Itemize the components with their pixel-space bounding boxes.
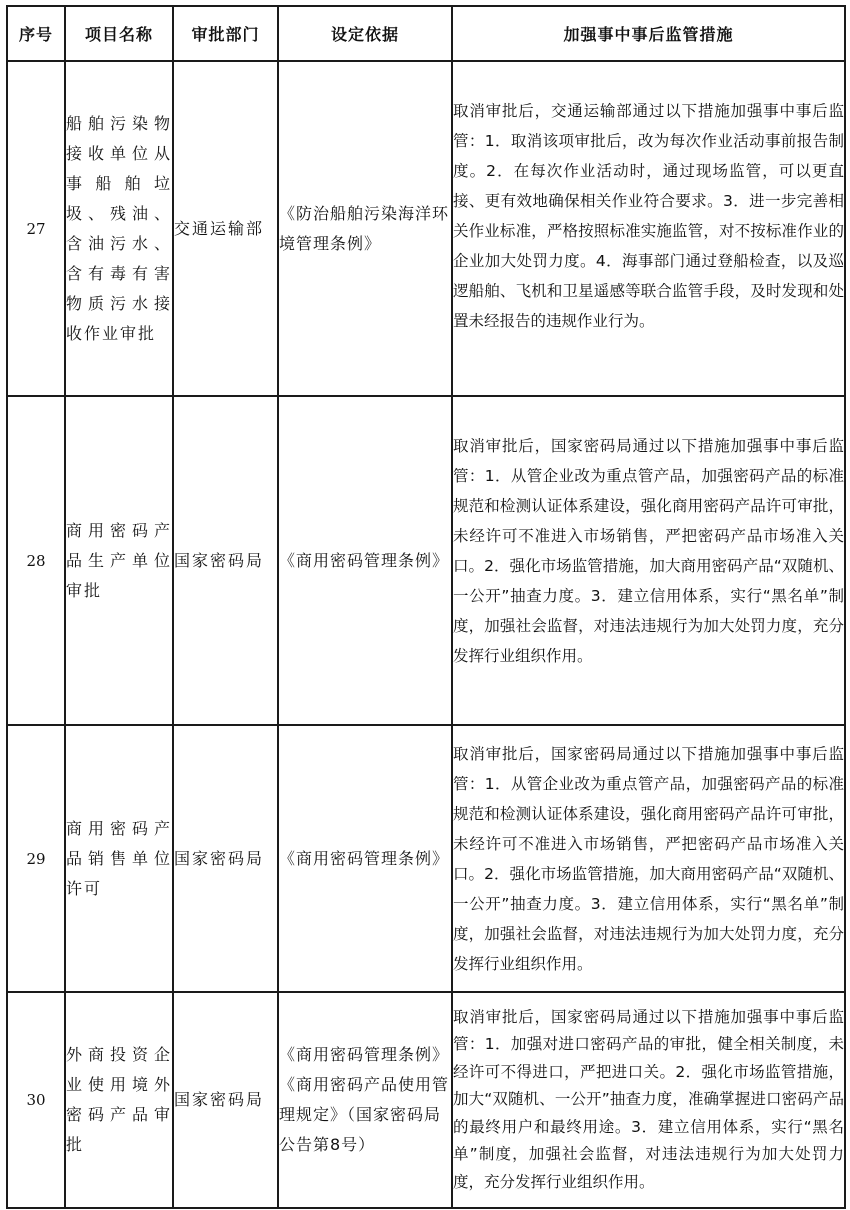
row-seq: 30	[7, 992, 65, 1208]
row-department: 国家密码局	[173, 992, 278, 1208]
row-project-name: 外商投资企业使用境外密码产品审批	[65, 992, 173, 1208]
header-seq: 序号	[7, 6, 65, 61]
row-legal-basis	[278, 992, 452, 1208]
header-basis: 设定依据	[278, 6, 452, 61]
row-project-name: 商用密码产品生产单位审批	[65, 396, 173, 725]
basis-line: 《商用密码产品使用管理规定》（国家密码局公告第8号）	[279, 1075, 450, 1154]
table-row	[7, 992, 845, 1208]
header-row	[7, 6, 845, 61]
row-legal-basis	[278, 725, 452, 992]
row-seq: 28	[7, 396, 65, 725]
row-measures: 取消审批后，国家密码局通过以下措施加强事中事后监管：1．从管企业改为重点管产品，加强密码产品的标准规范和检测认证体系建设，强化商用密码产品许可审批，未经许可不准进入市场销售，严把密码产品市场准入关口。2．强化市场监管措施，加大商用密码产品“双随机、一公开”抽查力度。3．建立信用体系，实行“黑名单”制度，加强社会监督，对违法违规行为加大处罚力度，充分发挥行业组织作用。	[452, 396, 845, 725]
row-measures: 取消审批后，交通运输部通过以下措施加强事中事后监管：1．取消该项审批后，改为每次作业活动事前报告制度。2．在每次作业活动时，通过现场监管，可以更直接、更有效地确保相关作业符合要求。3．进一步完善相关作业标准，严格按照标准实施监管，对不按标准作业的企业加大处罚力度。4．海事部门通过登船检查，以及巡逻船舶、飞机和卫星遥感等联合监管手段，及时发现和处置未经报告的违规作业行为。	[452, 61, 845, 396]
row-seq: 27	[7, 61, 65, 396]
basis-line: 《商用密码管理条例》	[279, 550, 450, 570]
header-dept: 审批部门	[173, 6, 278, 61]
row-project-name: 船舶污染物接收单位从事船舶垃圾、残油、含油污水、含有毒有害物质污水接收作业审批	[65, 61, 173, 396]
row-measures: 取消审批后，国家密码局通过以下措施加强事中事后监管：1．从管企业改为重点管产品，加强密码产品的标准规范和检测认证体系建设，强化商用密码产品许可审批，未经许可不准进入市场销售，严把密码产品市场准入关口。2．强化市场监管措施，加大商用密码产品“双随机、一公开”抽查力度。3．建立信用体系，实行“黑名单”制度，加强社会监督，对违法违规行为加大处罚力度，充分发挥行业组织作用。	[452, 725, 845, 992]
row-department: 国家密码局	[173, 725, 278, 992]
basis-line: 《防治船舶污染海洋环境管理条例》	[279, 203, 450, 253]
header-measures: 加强事中事后监管措施	[452, 6, 845, 61]
row-measures: 取消审批后，国家密码局通过以下措施加强事中事后监管：1．加强对进口密码产品的审批，健全相关制度，未经许可不得进口，严把进口关。2．强化市场监管措施，加大“双随机、一公开”抽查力度，准确掌握进口密码产品的最终用户和最终用途。3．建立信用体系，实行“黑名单”制度，加强社会监督，对违法违规行为加大处罚力度，充分发挥行业组织作用。	[452, 992, 845, 1208]
row-project-name: 商用密码产品销售单位许可	[65, 725, 173, 992]
row-seq: 29	[7, 725, 65, 992]
row-department: 交通运输部	[173, 61, 278, 396]
header-name: 项目名称	[65, 6, 173, 61]
row-legal-basis	[278, 396, 452, 725]
row-legal-basis	[278, 61, 452, 396]
table-row	[7, 396, 845, 725]
basis-line: 《商用密码管理条例》	[279, 1045, 450, 1064]
table-row	[7, 61, 845, 396]
approval-table	[6, 5, 846, 1209]
basis-line: 《商用密码管理条例》	[279, 848, 450, 868]
table-row	[7, 725, 845, 992]
row-department: 国家密码局	[173, 396, 278, 725]
